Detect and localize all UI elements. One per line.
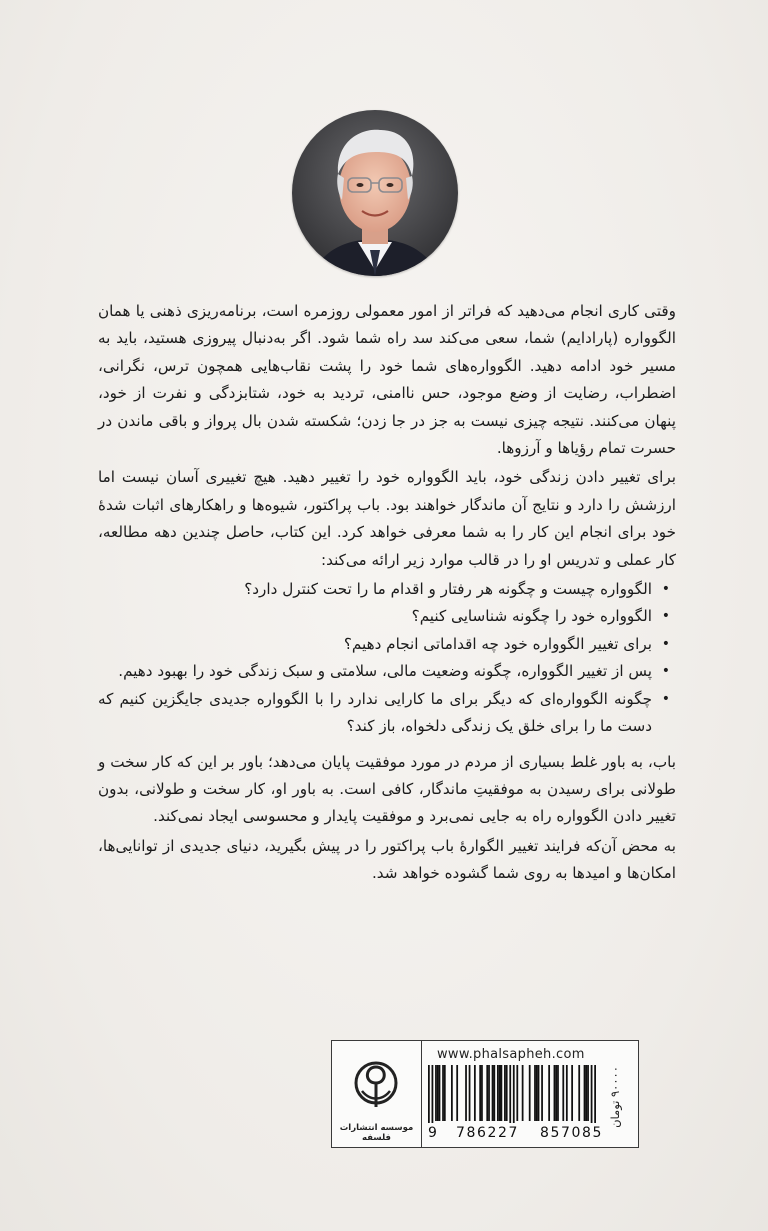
- barcode-bar: [554, 1065, 556, 1121]
- isbn-barcode: [428, 1065, 596, 1123]
- barcode-box: [331, 1040, 639, 1148]
- barcode-bar: [594, 1065, 596, 1123]
- barcode-bar: [585, 1065, 587, 1121]
- barcode-bar: [591, 1065, 593, 1123]
- bullet-dot: •: [661, 690, 670, 707]
- barcode-bar: [451, 1065, 453, 1121]
- barcode-bar: [501, 1065, 503, 1121]
- paragraph-belief: باب، به باور غلط بسیاری از مردم در مورد موفقیت پایان می‌دهد؛ باور بر این که کار سخت و طولانی برای رسیدن به موفقیتِ ماندگار، کافی است. به باور او، کار سخت و طولانی، بدون تغییر دادن الگوواره راه به جایی نمی‌برد و موفقیت پایدار و محسوسی ایجاد نمی‌کند.: [98, 752, 676, 826]
- price-label: [600, 1055, 630, 1139]
- barcode-bar: [536, 1065, 538, 1121]
- barcode-bar: [513, 1065, 515, 1123]
- barcode-bar: [481, 1065, 483, 1121]
- barcode-bar: [439, 1065, 441, 1121]
- barcode-bar: [442, 1065, 444, 1121]
- bullet-dot: •: [661, 663, 670, 680]
- barcode-bar: [522, 1065, 524, 1121]
- barcode-bar: [479, 1065, 481, 1121]
- list-item: • برای تغییر الگوواره خود چه اقداماتی انجام دهیم؟: [98, 631, 652, 658]
- barcode-bar: [566, 1065, 568, 1121]
- barcode-bar: [435, 1065, 437, 1121]
- list-item: • پس از تغییر الگوواره، چگونه وضعیت مالی، سلامتی و سبک زندگی خود را بهبود دهیم.: [98, 658, 652, 685]
- barcode-bar: [571, 1065, 573, 1121]
- barcode-bar: [474, 1065, 476, 1121]
- barcode-bar: [497, 1065, 499, 1121]
- barcode-bar: [538, 1065, 540, 1121]
- barcode-bar: [555, 1065, 557, 1121]
- barcode-bar: [492, 1065, 494, 1121]
- barcode-bar: [488, 1065, 490, 1121]
- price-text: ۹۰۰۰۰ تومان: [608, 1066, 622, 1128]
- isbn-digit-prefix: 9: [428, 1125, 437, 1141]
- barcode-bar: [499, 1065, 501, 1121]
- back-cover-blurb: [98, 298, 676, 888]
- list-item: • چگونه الگوواره‌ای که دیگر برای ما کارایی ندارد را با الگوواره جدیدی جایگزین کنیم که دست ما را برای خلق یک زندگی دلخواه، باز کند؟: [98, 686, 652, 741]
- isbn-digit-group-2: 857085: [540, 1125, 604, 1141]
- barcode-bar: [486, 1065, 488, 1121]
- publisher-url: www.phalsapheh.com: [437, 1047, 585, 1062]
- barcode-bar: [509, 1065, 511, 1123]
- barcode-bar: [578, 1065, 580, 1121]
- paragraph-intro: وقتی کاری انجام می‌دهید که فراتر از امور معمولی روزمره است، برنامه‌ریزی ذهنی یا همان الگوواره (پارادایم) شما، سعی می‌کند سد راه شما شود. اگر به‌دنبال پیروزی هستید، باید به مسیر خود ادامه دهید. الگوواره‌های شما خود را پشت نقاب‌هایی همچون ترس، نگرانی، اضطراب، رضایت از وضع موجود، حس ناامنی، تردید به خود، شتابزدگی و نفرت از خود، پنهان می‌کنند. نتیجه چیزی نیست به جز در جا زدن؛ شکسته شدن بال پرواز و باقی ماندن در حسرت تمام رؤیاها و آرزوها.: [98, 302, 676, 458]
- barcode-bar: [444, 1065, 446, 1121]
- barcode-bar: [437, 1065, 439, 1121]
- author-portrait-image: [292, 110, 458, 276]
- barcode-bar: [529, 1065, 531, 1121]
- paragraph-closing: به محض آن‌که فرایند تغییر الگوارهٔ باب پراکتور را در پیش بگیرید، دنیای جدیدی از توانایی‌ها، امکان‌ها و امیدها به روی شما گشوده خواهد شد.: [98, 836, 676, 883]
- barcode-bar: [493, 1065, 495, 1121]
- barcode-bar: [587, 1065, 589, 1121]
- list-item: • الگوواره خود را چگونه شناسایی کنیم؟: [98, 603, 652, 630]
- barcode-bar: [506, 1065, 508, 1121]
- barcode-bar: [456, 1065, 458, 1121]
- barcode-bar: [504, 1065, 506, 1121]
- barcode-bar: [548, 1065, 550, 1121]
- barcode-bar: [584, 1065, 586, 1121]
- barcode-bar: [469, 1065, 471, 1121]
- bullet-dot: •: [661, 635, 670, 652]
- paragraph-change: برای تغییر دادن زندگی خود، باید الگوواره خود را تغییر دهید. هیچ تغییری آسان نیست اما ارزشش را دارد و نتایج آن ماندگار خواهند بود. باب پراکتور، شیوه‌ها و راهکارهای اثبات شدهٔ خود برای انجام این کار را به شما معرفی خواهد کرد. این کتاب، حاصل چندین دهه مطالعه، کار عملی و تدریس او را در قالب موارد زیر ارائه می‌کند:: [98, 468, 676, 569]
- topics-list: [98, 576, 676, 740]
- publisher-logo: [332, 1041, 421, 1147]
- bullet-dot: •: [661, 581, 670, 598]
- barcode-divider: [421, 1041, 422, 1147]
- isbn-digit-group-1: 786227: [456, 1125, 520, 1141]
- barcode-bar: [557, 1065, 559, 1121]
- barcode-bar: [465, 1065, 467, 1121]
- publisher-name: موسسه انتشارات فلسفه: [339, 1123, 414, 1143]
- barcode-bar: [541, 1065, 543, 1121]
- barcode-bar: [534, 1065, 536, 1121]
- publisher-logo-icon: [352, 1057, 400, 1115]
- barcode-bar: [432, 1065, 434, 1123]
- author-photo: [292, 110, 458, 276]
- barcode-bar: [516, 1065, 518, 1121]
- barcode-bar: [562, 1065, 564, 1121]
- list-item: • الگوواره چیست و چگونه هر رفتار و اقدام ما را تحت کنترل دارد؟: [98, 576, 652, 603]
- barcode-bar: [428, 1065, 430, 1123]
- bullet-dot: •: [661, 608, 670, 625]
